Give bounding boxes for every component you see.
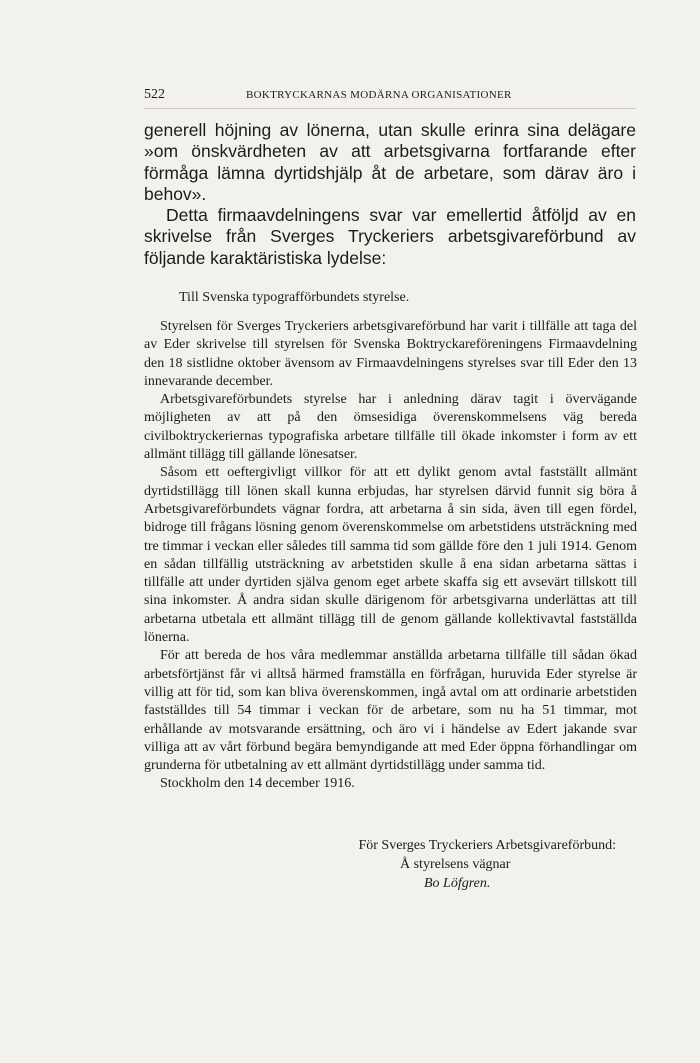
signature-on-behalf: Å styrelsens vägnar bbox=[400, 857, 511, 872]
letter-signature bbox=[144, 836, 634, 893]
main-text bbox=[144, 120, 636, 269]
page-header bbox=[144, 87, 636, 107]
letter-paragraph: Styrelsen för Sverges Tryckeriers arbetsgivareförbund har varit i tillfälle att taga del av Eder skrivelse till styrelsen för Svenska Boktryckareföreningens Firmaavdelning den 18 sistlidne oktober ävensom av Firmaavdelningens styrelses svar till Eder den 13 innevarande december. bbox=[144, 319, 637, 389]
running-title: BOKTRYCKARNAS MODÄRNA ORGANISATIONER bbox=[246, 89, 512, 101]
letter-date: Stockholm den 14 december 1916. bbox=[160, 776, 355, 792]
signature-name: Bo Löfgren. bbox=[424, 876, 491, 891]
letter-paragraph: Arbetsgivareförbundets styrelse har i anledning därav tagit i övervägande möjligheten av att på den ömsesidiga överenskommelsens väg bereda civilboktryckeriernas typografiska arbetare tillfälle till ökade inkomster i form av ett allmänt tillägg till gällande lönesatser. bbox=[144, 392, 637, 463]
letter-paragraph: För att bereda de hos våra medlemmar anställda arbetarna tillfälle till sådan ökad arbetsförtjänst får vi alltså härmed framställa en förfrågan, huruvida Eder styrelse är villig att för tid, som kan bliva överenskommen, ingå avtal om att ordinarie arbetstiden fastställdes till 54 timmar i veckan för de arbetare, som nu ha 51 timmar, mot erhållande av motsvarande ersättning, och äro vi i händelse av Edert jakande svar villiga att av vårt förbund begära bemyndigande att med Eder öppna förhandlingar om grunderna för utbetalning av ett allmänt dyrtidstillägg under samma tid. bbox=[144, 648, 637, 774]
letter-body bbox=[144, 318, 637, 794]
paragraph-continuation: generell höjning av lönerna, utan skulle erinra sina delägare »om önskvärdheten av att arbetsgivarna fortfarande efter förmåga lämna dyrtidshjälp åt de arbetare, som därav äro i behov». bbox=[144, 120, 636, 204]
letter-salutation: Till Svenska typografförbundets styrelse. bbox=[179, 290, 410, 305]
signature-organization: För Sverges Tryckeriers Arbetsgivareförbund: bbox=[358, 838, 616, 853]
paragraph-intro-letter: Detta firmaavdelningens svar var emellertid åtföljd av en skrivelse från Sverges Tryckeriers arbetsgivareförbund av följande karaktäristiska lydelse: bbox=[144, 205, 636, 268]
header-rule bbox=[144, 108, 636, 109]
page-number: 522 bbox=[144, 87, 165, 102]
letter-paragraph: Såsom ett oeftergivligt villkor för att ett dylikt genom avtal fastställt allmänt dyrtidstillägg till lönen skall kunna erbjudas, har styrelsen därvid funnit sig böra å Arbetsgivareförbundets vägnar fordra, att arbetarna å sin sida, även till egen fördel, bidroge till frågans lösning genom överenskommelse om arbetstidens utsträckning med tre timmar i veckan eller således till samma tid som gällde före den 1 juli 1914. Genom en sådan tillfällig utsträckning av arbetstiden skulle å ena sidan arbetarna sättas i tillfälle att under dyrtiden själva genom eget arbete skaffa sig ett avsevärt tillskott till sina inkomster. Å andra sidan skulle därigenom för arbetsgivarna underlättas att till arbetarna utbetala ett allmänt tillägg till de genom gällande kollektivavtal fastställda lönerna. bbox=[144, 465, 637, 646]
